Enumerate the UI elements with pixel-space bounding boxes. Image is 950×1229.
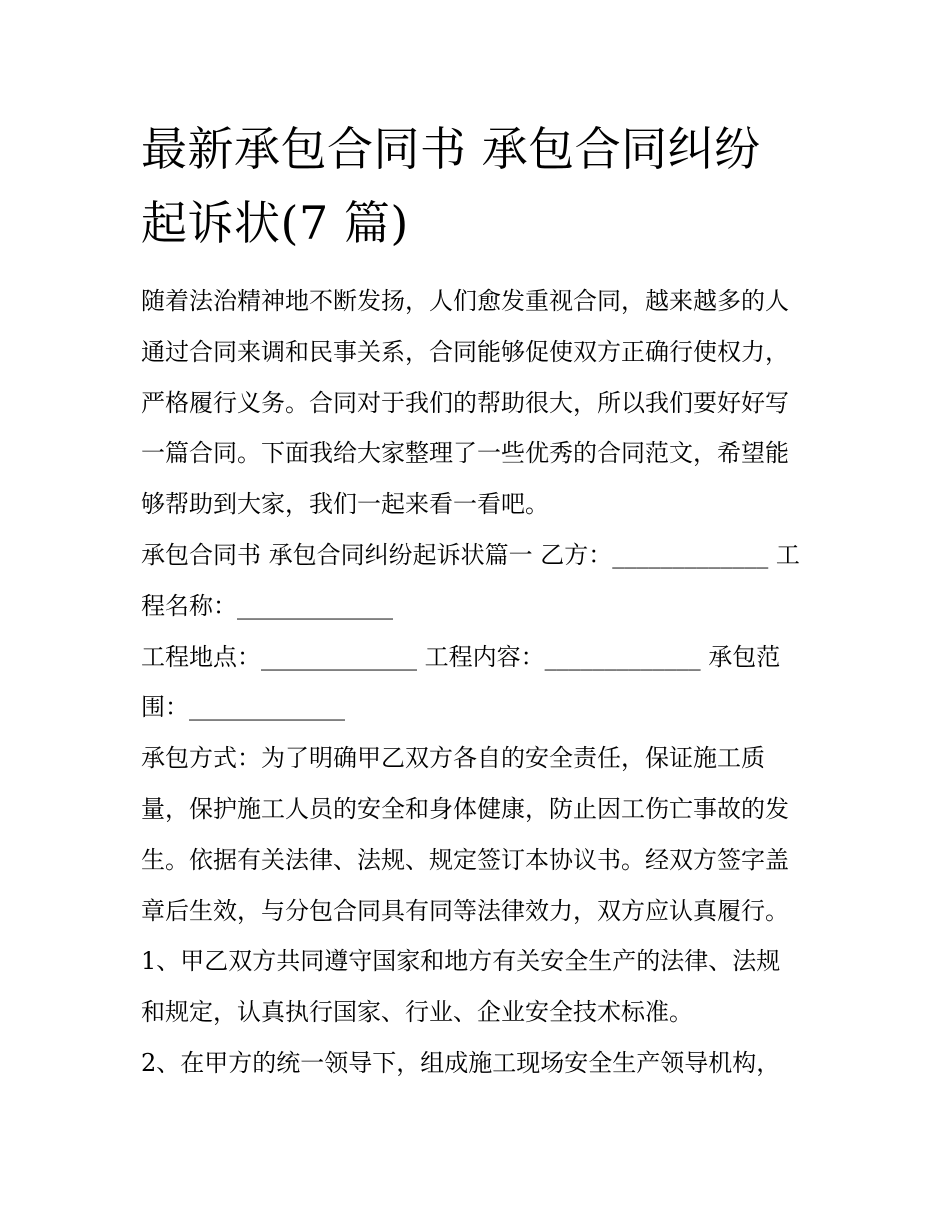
text-line: 工程地点：_____________ 工程内容：_____________ 承包范 xyxy=(141,642,781,671)
text-line: 严格履行义务。合同对于我们的帮助很大，所以我们要好好写 xyxy=(141,388,789,417)
document-body xyxy=(141,112,821,1089)
text-line: 一篇合同。下面我给大家整理了一些优秀的合同范文，希望能 xyxy=(141,439,789,468)
text-line: 承包合同书 承包合同纠纷起诉状篇一 乙方：_____________ 工 xyxy=(141,540,800,569)
title-line: 起诉状(7 篇) xyxy=(141,196,409,250)
clause-1-paragraph xyxy=(141,936,821,1038)
text-line: 围：_____________ xyxy=(141,693,345,722)
party-b-paragraph xyxy=(141,530,821,632)
contract-method-paragraph xyxy=(141,733,821,936)
text-line: 和规定，认真执行国家、行业、企业安全技术标准。 xyxy=(141,998,693,1027)
project-location-paragraph xyxy=(141,632,821,734)
text-line: 章后生效，与分包合同具有同等法律效力，双方应认真履行。 xyxy=(141,896,789,925)
text-line: 2、在甲方的统一领导下，组成施工现场安全生产领导机构， xyxy=(141,1048,781,1077)
text-line: 随着法治精神地不断发扬，人们愈发重视合同，越来越多的人 xyxy=(141,287,789,315)
title-line: 最新承包合同书 承包合同纠纷 xyxy=(141,122,761,176)
intro-paragraph xyxy=(141,276,821,530)
text-line: 1、甲乙双方共同遵守国家和地方有关安全生产的法律、法规 xyxy=(141,947,781,976)
text-line: 承包方式：为了明确甲乙双方各自的安全责任，保证施工质 xyxy=(141,744,765,773)
text-line: 通过合同来调和民事关系，合同能够促使双方正确行使权力， xyxy=(141,337,789,366)
document-paragraphs xyxy=(141,276,821,1089)
text-line: 量，保护施工人员的安全和身体健康，防止因工伤亡事故的发 xyxy=(141,794,789,823)
text-line: 够帮助到大家，我们一起来看一看吧。 xyxy=(141,490,549,519)
text-line: 生。依据有关法律、法规、规定签订本协议书。经双方签字盖 xyxy=(141,845,789,874)
document-title xyxy=(141,112,821,260)
clause-2-paragraph xyxy=(141,1038,821,1089)
text-line: 程名称：_____________ xyxy=(141,591,393,620)
